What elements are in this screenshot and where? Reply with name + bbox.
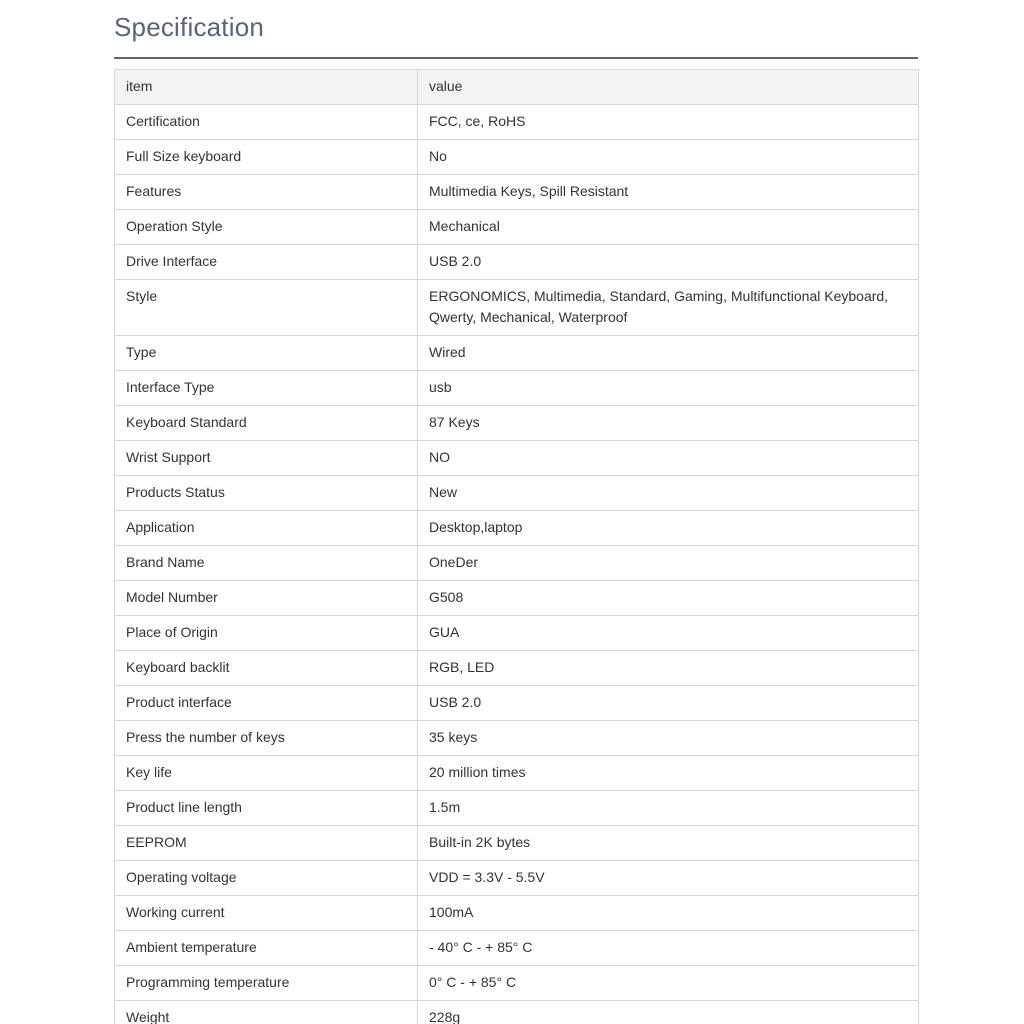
- spec-item-cell: Place of Origin: [115, 616, 418, 651]
- table-row: [115, 651, 919, 686]
- table-row: [115, 616, 919, 651]
- table-row: [115, 896, 919, 931]
- spec-value-cell: No: [418, 140, 919, 175]
- spec-item-cell: Keyboard backlit: [115, 651, 418, 686]
- table-row: [115, 245, 919, 280]
- table-row: [115, 175, 919, 210]
- spec-value-cell: Wired: [418, 336, 919, 371]
- table-row: [115, 140, 919, 175]
- table-row: [115, 546, 919, 581]
- spec-value-cell: 35 keys: [418, 721, 919, 756]
- table-row: [115, 210, 919, 245]
- spec-value-cell: New: [418, 476, 919, 511]
- spec-value-cell: 20 million times: [418, 756, 919, 791]
- specification-table: [114, 69, 919, 1024]
- table-row: [115, 931, 919, 966]
- spec-value-cell: G508: [418, 581, 919, 616]
- spec-item-cell: Wrist Support: [115, 441, 418, 476]
- spec-value-cell: - 40° C - + 85° C: [418, 931, 919, 966]
- table-header-row: [115, 70, 919, 105]
- spec-item-cell: Style: [115, 280, 418, 336]
- table-row: [115, 105, 919, 140]
- spec-item-cell: Certification: [115, 105, 418, 140]
- spec-value-cell: Multimedia Keys, Spill Resistant: [418, 175, 919, 210]
- table-row: [115, 791, 919, 826]
- spec-item-cell: Full Size keyboard: [115, 140, 418, 175]
- spec-item-cell: Operation Style: [115, 210, 418, 245]
- table-row: [115, 441, 919, 476]
- spec-item-cell: Keyboard Standard: [115, 406, 418, 441]
- spec-value-cell: ERGONOMICS, Multimedia, Standard, Gaming, Multifunctional Keyboard, Qwerty, Mechanical, Waterproof: [418, 280, 919, 336]
- spec-item-cell: Ambient temperature: [115, 931, 418, 966]
- spec-value-cell: Mechanical: [418, 210, 919, 245]
- table-row: [115, 1001, 919, 1024]
- spec-value-cell: 1.5m: [418, 791, 919, 826]
- header-item-cell: item: [115, 70, 418, 105]
- table-row: [115, 581, 919, 616]
- table-row: [115, 686, 919, 721]
- spec-value-cell: VDD = 3.3V - 5.5V: [418, 861, 919, 896]
- spec-item-cell: Key life: [115, 756, 418, 791]
- table-row: [115, 336, 919, 371]
- spec-item-cell: EEPROM: [115, 826, 418, 861]
- spec-item-cell: Weight: [115, 1001, 418, 1024]
- spec-item-cell: Drive Interface: [115, 245, 418, 280]
- spec-value-cell: 87 Keys: [418, 406, 919, 441]
- table-row: [115, 511, 919, 546]
- table-row: [115, 371, 919, 406]
- spec-item-cell: Product line length: [115, 791, 418, 826]
- spec-value-cell: 228g: [418, 1001, 919, 1024]
- table-row: [115, 280, 919, 336]
- spec-value-cell: usb: [418, 371, 919, 406]
- table-row: [115, 756, 919, 791]
- spec-value-cell: OneDer: [418, 546, 919, 581]
- spec-item-cell: Product interface: [115, 686, 418, 721]
- spec-item-cell: Model Number: [115, 581, 418, 616]
- table-row: [115, 966, 919, 1001]
- section-title: Specification: [114, 12, 265, 42]
- spec-item-cell: Operating voltage: [115, 861, 418, 896]
- table-row: [115, 721, 919, 756]
- spec-value-cell: 0° C - + 85° C: [418, 966, 919, 1001]
- table-row: [115, 826, 919, 861]
- spec-value-cell: USB 2.0: [418, 686, 919, 721]
- spec-item-cell: Working current: [115, 896, 418, 931]
- spec-item-cell: Type: [115, 336, 418, 371]
- spec-item-cell: Products Status: [115, 476, 418, 511]
- table-row: [115, 406, 919, 441]
- spec-item-cell: Programming temperature: [115, 966, 418, 1001]
- spec-item-cell: Brand Name: [115, 546, 418, 581]
- spec-value-cell: FCC, ce, RoHS: [418, 105, 919, 140]
- title-divider: [114, 57, 918, 59]
- spec-value-cell: USB 2.0: [418, 245, 919, 280]
- spec-value-cell: RGB, LED: [418, 651, 919, 686]
- spec-item-cell: Features: [115, 175, 418, 210]
- spec-value-cell: NO: [418, 441, 919, 476]
- table-row: [115, 861, 919, 896]
- spec-value-cell: Desktop,laptop: [418, 511, 919, 546]
- spec-value-cell: Built-in 2K bytes: [418, 826, 919, 861]
- spec-item-cell: Application: [115, 511, 418, 546]
- header-value-cell: value: [418, 70, 919, 105]
- spec-value-cell: GUA: [418, 616, 919, 651]
- spec-item-cell: Press the number of keys: [115, 721, 418, 756]
- spec-value-cell: 100mA: [418, 896, 919, 931]
- spec-item-cell: Interface Type: [115, 371, 418, 406]
- table-row: [115, 476, 919, 511]
